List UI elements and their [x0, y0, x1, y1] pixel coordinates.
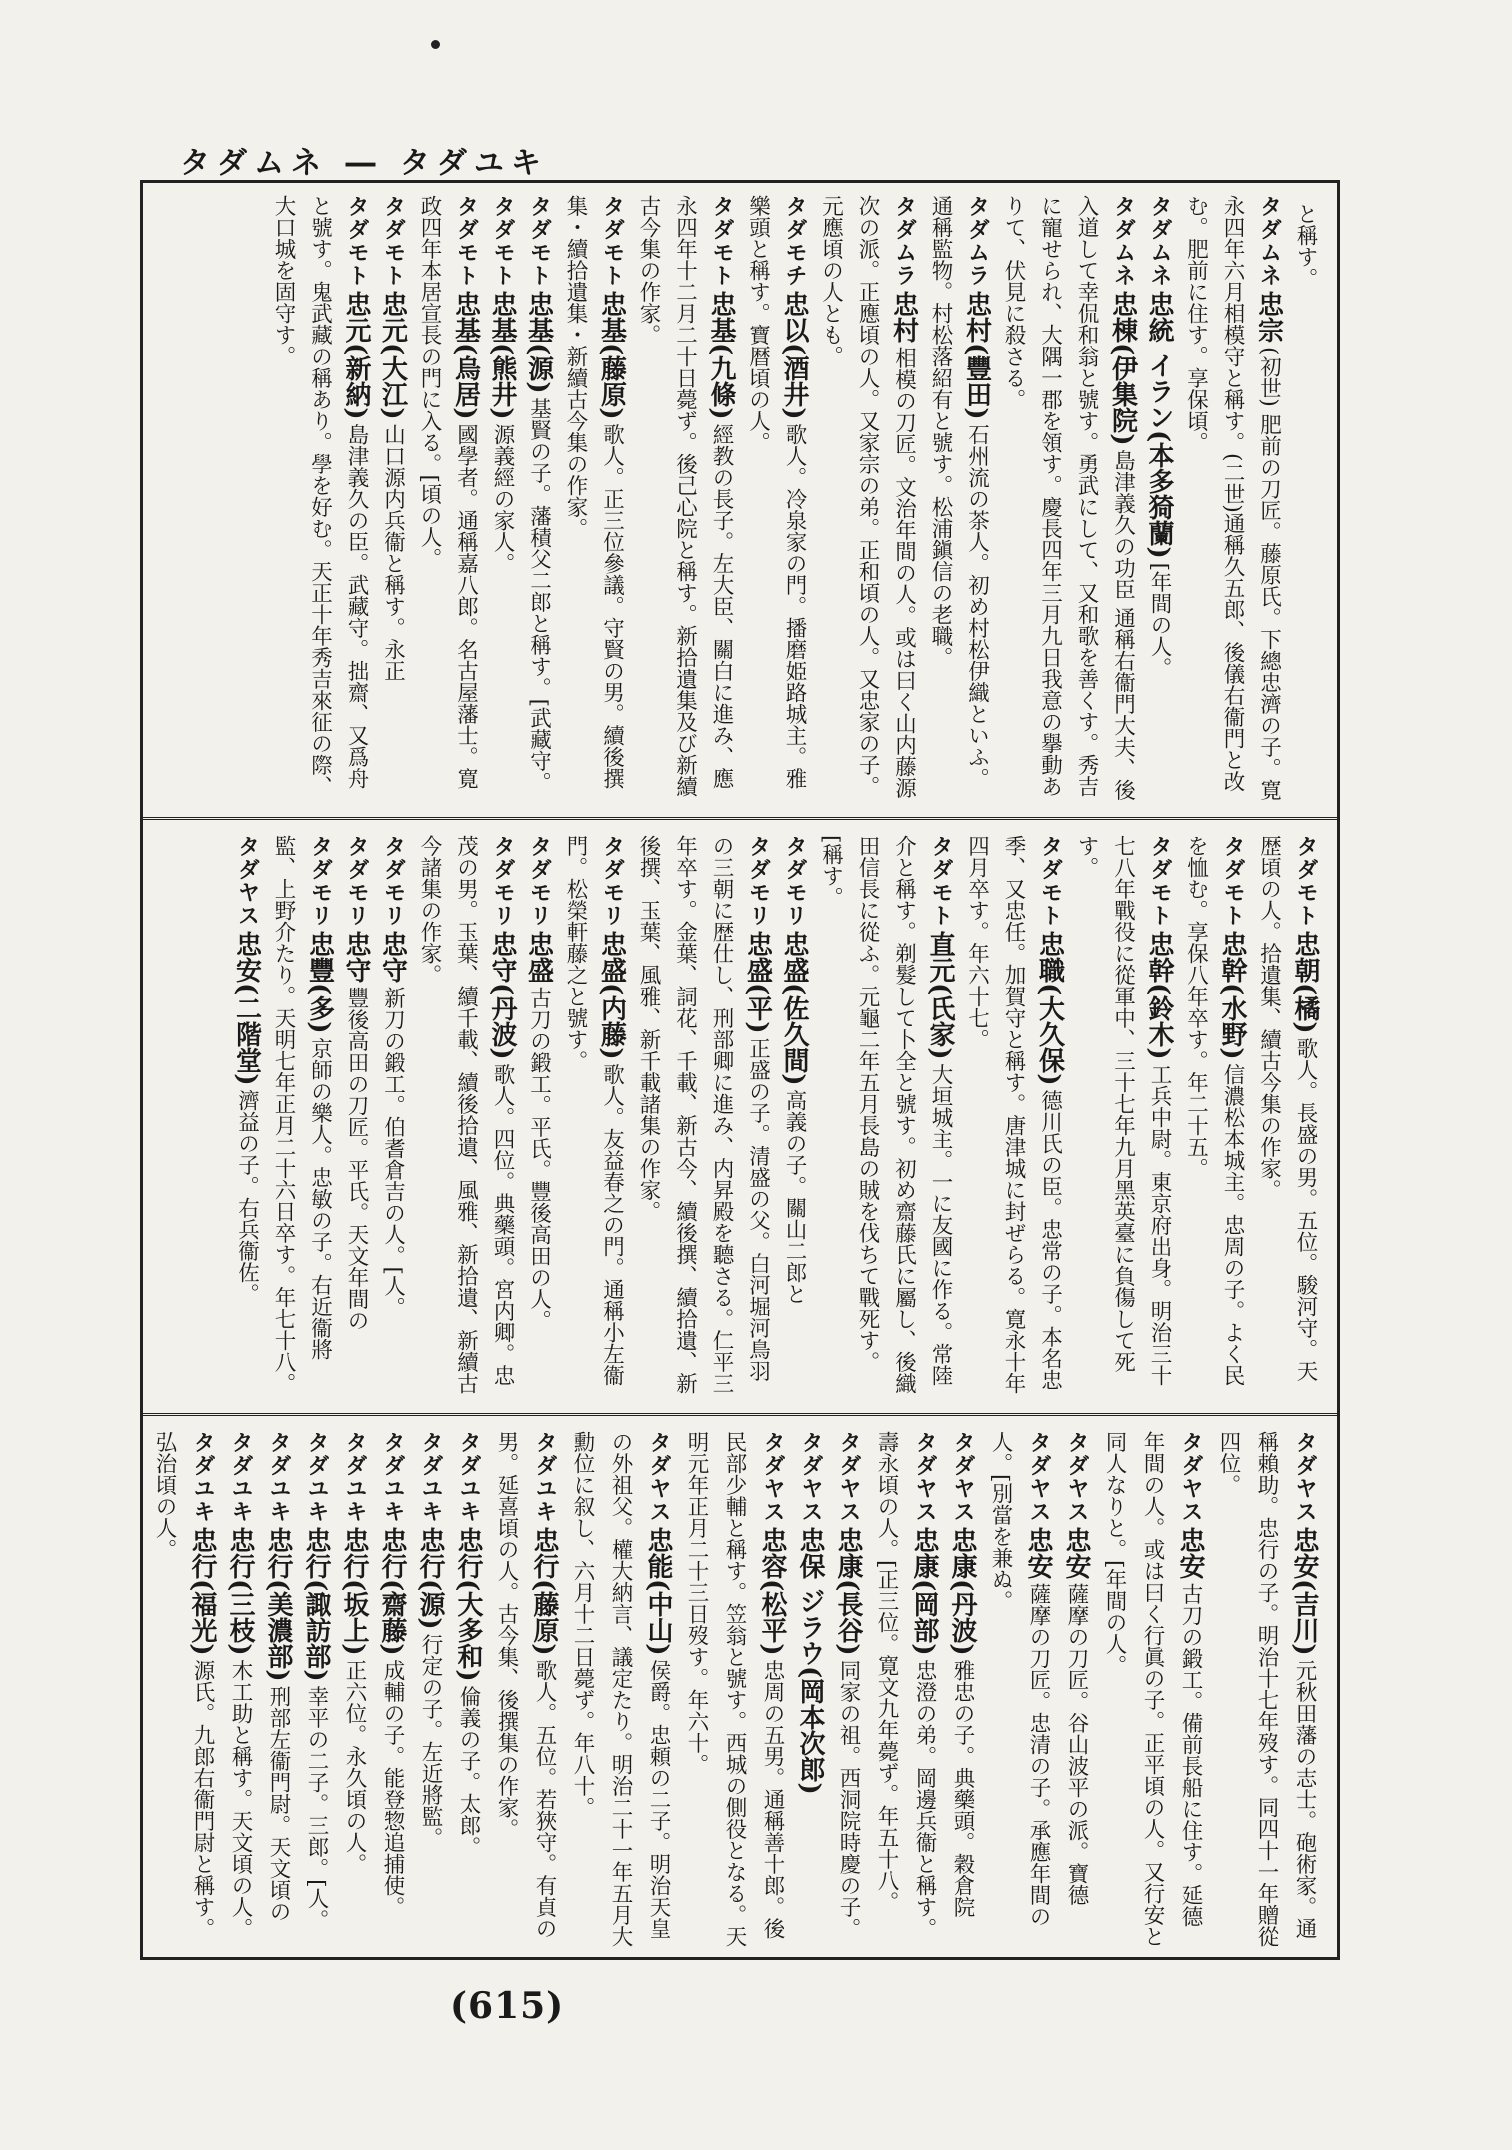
entry-name: 忠康(長谷) [833, 1527, 863, 1656]
entry-name: 忠行(美濃部) [263, 1527, 293, 1682]
entry-description: 京師の樂人。忠敏の子。右近衞將監、上野介たり。天明七年正月二十六日卒す。年七十八。 [271, 835, 333, 1394]
entry-name: 忠行(坂上) [339, 1527, 369, 1656]
entry-headword: タダムラ [891, 195, 917, 287]
entry-headword: タダモト [490, 195, 515, 287]
dictionary-entry [265, 195, 375, 805]
dictionary-entry [411, 835, 521, 1401]
entry-description: 工兵中尉。東京府出身。明治三十七八年戰役に從軍中、三十七年九月黑英臺に負傷して死す。 [1074, 835, 1172, 1387]
entry-description: 幸平の二子。三郎。[人。 [304, 1685, 329, 1931]
dictionary-entry [630, 835, 776, 1401]
entry-name: 忠基(熊井) [487, 291, 517, 420]
entry-description: 源義經の家人。 [490, 423, 515, 575]
entry-description: 正六位。永久頃の人。 [342, 1659, 367, 1875]
entry-description: 島津義久の功臣 通稱右衞門大夫、後入道して幸侃和翁と號す。勇武にして、又和歌を善くす。秀吉に寵せられ、大隅一郡を領す。慶長四年三月九日我意の擧動ありて、伏見に殺さる。 [1001, 195, 1136, 801]
dictionary-entry [520, 835, 557, 1401]
dictionary-entry [557, 835, 630, 1401]
entry-name: 忠宗 [1253, 291, 1284, 343]
entry-name: 忠基(藤原) [596, 291, 627, 420]
entry-description: 成輔の子。能登惣追捕使。 [380, 1659, 405, 1918]
entry-headword: タダヤス [760, 1431, 785, 1523]
entry-headword: タダユキ [342, 1431, 367, 1523]
entry-headword: タダユキ [380, 1431, 405, 1523]
entry-name: 忠基(九條) [706, 291, 736, 420]
entry-headword: タダモリ [307, 835, 333, 927]
dictionary-entry [520, 195, 557, 805]
entry-name: 忠統 イラン(本多猗蘭) [1144, 291, 1174, 559]
entry-name: 忠守 [341, 931, 371, 983]
dictionary-entry [411, 195, 484, 805]
entry-headword: タダモト [599, 195, 625, 287]
entry-description: 雅忠の子。典藥頭。穀倉院 [950, 1659, 975, 1918]
entry-description: 忠周の五男。通稱善十郎。後民部少輔と稱す。笠翁と號す。西城の側役となる。天明元年正月二十三日歿す。年六十。 [684, 1431, 785, 1947]
dictionary-entry [1177, 195, 1287, 805]
entry-description: 忠澄の弟。岡邊兵衞と稱す。壽永頃の人。[正三位。寛文九年薨ず。年五十八。 [874, 1431, 937, 1940]
entry-name: 忠基(烏居) [450, 291, 481, 420]
entry-headword: タダモリ [526, 835, 552, 927]
entry-name: 忠行(源) [415, 1527, 445, 1630]
entry-headword: タダヤス [1292, 1431, 1317, 1523]
ink-speck [431, 40, 440, 49]
dictionary-entry [1209, 1431, 1323, 1947]
entry-name: 忠康(丹波) [947, 1527, 977, 1656]
entry-name: 忠康(岡部) [909, 1527, 939, 1656]
entry-name: 忠安(吉川) [1289, 1527, 1319, 1656]
dictionary-entry [1250, 835, 1323, 1401]
entry-description: [年間の人。 [1147, 562, 1172, 679]
entry-description: (初世) 肥前の刀匠。藤原氏。下總忠濟の子。寛永四年六月相模守と稱す。(二世)通稱久五郎、後儀右衞門と改む。肥前に住す。享保頃。 [1183, 195, 1282, 801]
entry-headword: タダモト [1147, 835, 1172, 927]
entry-description: 薩摩の刀匠。谷山波平の派。寶德 [1064, 1583, 1089, 1906]
entry-description: 歌人。冷泉家の門。播磨姫路城主。雅樂頭と稱す。寶暦頃の人。 [745, 195, 807, 790]
dictionary-entry [812, 195, 922, 805]
dictionary-entry [449, 1431, 487, 1947]
entry-headword: タダモト [526, 195, 552, 287]
running-head: タダムネ ― タダユキ [180, 146, 548, 181]
entry-name: 忠以(酒井) [779, 291, 809, 420]
entry-headword: タダモリ [782, 835, 807, 927]
entry-headword: タダヤス [798, 1431, 823, 1523]
entry-description: 基賢の子。藩積父二郎と稱す。[武藏守。 [526, 397, 552, 793]
entry-headword: タダヤス [912, 1431, 937, 1523]
dictionary-entry [867, 1431, 943, 1947]
entry-headword: タダムネ [1256, 195, 1282, 287]
entry-name: 忠朝(橘) [1290, 931, 1320, 1034]
entry-name: 忠行(齋藤) [377, 1527, 407, 1656]
entry-name: 忠盛(内藤) [596, 931, 627, 1060]
dictionary-entry [1095, 1431, 1209, 1947]
entry-name: 直元(氏家) [925, 931, 955, 1060]
entry-name: 忠安 [1061, 1527, 1091, 1579]
dictionary-entry [922, 195, 995, 805]
dictionary-entry [338, 835, 375, 1401]
entry-name: 忠行(大多和) [453, 1527, 483, 1682]
entry-name: 忠村(豐田) [961, 291, 992, 420]
dictionary-entry [374, 835, 411, 1401]
entry-name: 忠容(松平) [757, 1527, 787, 1656]
entry-description: と稱す。 [1293, 203, 1318, 289]
dictionary-entry [374, 195, 411, 805]
entry-name: 忠行(藤原) [529, 1527, 559, 1656]
entry-headword: タダヤス [646, 1431, 671, 1523]
entry-description: 國學者。通稱嘉八郎。名古屋藩士。寛政四年本居宣長の門に入る。[頃の人。 [417, 195, 479, 790]
dictionary-entry [739, 195, 812, 805]
dictionary-entry [630, 195, 740, 805]
entry-description: 歌人。友益春之の門。通稱小左衞門。松榮軒藤之と號す。 [563, 835, 625, 1387]
dictionary-entry [335, 1431, 373, 1947]
page-number: (615) [450, 1985, 565, 2027]
entry-description: 古刀の鍛工。平氏。豐後高田の人。 [526, 987, 552, 1331]
entry-headword: タダユキ [532, 1431, 557, 1523]
entry-headword: タダモリ [745, 835, 771, 927]
dictionary-entry [677, 1431, 791, 1947]
entry-name: 忠元(大江) [377, 291, 408, 420]
entry-name: 忠守(丹波) [487, 931, 517, 1060]
entry-description: 刑部左衞門尉。天文頃の [266, 1685, 291, 1923]
dictionary-entry [265, 835, 338, 1401]
dictionary-entry [411, 1431, 449, 1947]
dictionary-entry [829, 1431, 867, 1947]
entry-headword: タダヤス [950, 1431, 975, 1523]
dictionary-entry [259, 1431, 297, 1947]
section-2 [143, 823, 1337, 1411]
entry-name: 忠安 [1023, 1527, 1053, 1579]
entry-name: 忠安 [1175, 1527, 1205, 1579]
entry-description: 同家の祖。西洞院時慶の子。 [836, 1659, 861, 1940]
dictionary-entry [812, 835, 958, 1401]
dictionary-entry [791, 1431, 829, 1947]
entry-headword: タダヤス [1026, 1431, 1051, 1523]
entry-headword: タダモリ [599, 835, 625, 927]
section-3 [143, 1419, 1337, 1957]
dictionary-entry [776, 835, 813, 1401]
section-divider [143, 1413, 1337, 1416]
section-3-columns [152, 1431, 1323, 1947]
entry-description: 倫義の子。太郎。 [456, 1685, 481, 1858]
entry-description: 德川氏の臣。忠常の子。本名忠季、又忠任。加賀守と稱す。唐津城に封ぜらる。寛永十年四月卒す。年六十七。 [964, 835, 1063, 1394]
entry-name: 忠保 ジラウ(岡本次郎) [795, 1527, 825, 1795]
entry-description: 木工助と稱す。天文頃の人。 [228, 1659, 253, 1940]
entry-description: 信濃松本城主。忠周の子。よく民を恤む。享保八年卒す。年二十五。 [1183, 835, 1245, 1387]
entry-description: 元秋田藩の志士。砲術家。通稱賴助。忠行の子。明治十七年歿す。同四十一年贈從四位。 [1216, 1431, 1317, 1947]
entry-headword: タダユキ [456, 1431, 481, 1523]
entry-name: 忠安(二階堂) [231, 931, 262, 1086]
section-divider [143, 817, 1337, 820]
entry-name: 忠盛(平) [742, 931, 773, 1034]
entry-headword: タダムネ [1110, 195, 1136, 287]
entry-description: 經教の長子。左大臣、關白に進み、應永四年十二月二十日薨ず。後己心院と稱す。新拾遺集及び新續古今集の作家。 [636, 195, 734, 797]
dictionary-entry [145, 1431, 221, 1947]
entry-description: 源氏。九郎右衞門尉と稱す。弘治頃の人。 [152, 1431, 215, 1940]
dictionary-entry [221, 1431, 259, 1947]
dictionary-entry [1177, 835, 1250, 1401]
dictionary-entry [943, 1431, 981, 1947]
entry-headword: タダユキ [190, 1431, 215, 1523]
entry-headword: タダユキ [418, 1431, 443, 1523]
entry-description: 大垣城主。一に友國に作る。常陸介と稱す。剃髮して卜全と號す。初め齋藤氏に屬し、後織田信長に從ふ。元龜二年五月長島の賊を伐ちて戰死す。[稱す。 [818, 835, 953, 1394]
entry-name: 忠幹(水野) [1217, 931, 1247, 1060]
entry-name: 忠職(大久保) [1034, 931, 1065, 1086]
entry-name: 忠元(新納) [341, 291, 371, 420]
dictionary-entry [995, 195, 1141, 805]
entry-name: 忠棟(伊集院) [1107, 291, 1138, 446]
dictionary-entry [1057, 1431, 1095, 1947]
entry-headword: タダモト [928, 835, 953, 927]
entry-headword: タダモト [1293, 835, 1318, 927]
section-2-columns [157, 835, 1323, 1401]
dictionary-entry [557, 195, 630, 805]
entry-headword: タダヤス [234, 835, 260, 927]
entry-name: 忠基(源) [523, 291, 554, 394]
entry-headword: タダモト [709, 195, 734, 287]
entry-headword: タダモト [1037, 835, 1063, 927]
entry-description: 薩摩の刀匠。忠清の子。承應年間の人。[別當を兼ぬ。 [988, 1431, 1051, 1927]
entry-description: 相模の刀匠。文治年間の人。或は曰く山内藤源次の派。正應頃の人。又家宗の弟。正和頃の人。又忠家の子。元應頃の人とも。 [818, 195, 917, 799]
entry-description: 山口源内兵衞と稱す。永正 [380, 423, 406, 682]
entry-description: 豐後高田の刀匠。平氏。天文年間の [344, 987, 369, 1331]
dictionary-entry [1287, 195, 1324, 805]
entry-name: 忠守 [377, 931, 408, 983]
entry-description: 高義の子。關山二郎と [782, 1089, 807, 1305]
entry-headword: タダムネ [1147, 195, 1172, 287]
section-1-columns [157, 195, 1323, 805]
dictionary-entry [297, 1431, 335, 1947]
dictionary-entry [981, 1431, 1057, 1947]
entry-headword: タダユキ [266, 1431, 291, 1523]
entry-name: 忠盛(佐久間) [779, 931, 809, 1086]
entry-headword: タダヤス [836, 1431, 861, 1523]
entry-headword: タダモト [453, 195, 479, 287]
entry-name: 忠幹(鈴木) [1144, 931, 1174, 1060]
entry-name: 忠盛 [523, 931, 554, 983]
entry-description: 石州流の茶人。初め村松伊織といふ。通稱監物。村松落紹有と號す。松浦鎭信の老職。 [928, 195, 990, 790]
entry-name: 忠行(福光) [187, 1527, 217, 1656]
entry-description: 古刀の鍛工。備前長船に住す。延德年間の人。或は曰く行眞の子。正平頃の人。又行安と同人なりと。[年間の人。 [1102, 1431, 1203, 1947]
entry-name: 忠行(諏訪部) [301, 1527, 331, 1682]
entry-description: 島津義久の臣。武藏守。拙齋、又爲舟と號す。鬼武藏の稱あり。學を好む。天正十年秀吉來征の際、大口城を固守す。 [271, 195, 369, 797]
entry-headword: タダモト [380, 195, 406, 287]
entry-description: 正盛の子。清盛の父。白河堀河鳥羽の三朝に歴仕し、刑部卿に進み、内昇殿を聽さる。仁平三年卒す。金葉、詞花、千載、新古今、續後撰、續拾遺、新後撰、玉葉、風雅、新千載諸集の作家。 [636, 835, 771, 1394]
entry-headword: タダモリ [344, 835, 369, 927]
entry-name: 忠豐(多) [304, 931, 335, 1034]
entry-description: 歌人。正三位參議。守賢の男。續後撰集・續拾遺集・新續古今集の作家。 [563, 195, 625, 790]
dictionary-entry [487, 1431, 563, 1947]
entry-headword: タダモト [1220, 835, 1245, 927]
entry-headword: タダモリ [490, 835, 515, 927]
dictionary-entry [228, 835, 265, 1401]
entry-headword: タダモチ [782, 195, 807, 287]
entry-description: 歌人。長盛の男。五位。駿河守。天歴頃の人。拾遺集、續古今集の作家。 [1256, 835, 1318, 1382]
entry-headword: タダユキ [228, 1431, 253, 1523]
entry-headword: タダムラ [964, 195, 990, 287]
page-frame [140, 180, 1340, 1960]
entry-name: 忠行(三枝) [225, 1527, 255, 1656]
dictionary-entry [563, 1431, 677, 1947]
dictionary-entry [373, 1431, 411, 1947]
entry-headword: タダモリ [380, 835, 406, 927]
entry-headword: タダユキ [304, 1431, 329, 1523]
entry-description: 新刀の鍛工。伯耆倉吉の人。[人。 [380, 987, 406, 1318]
section-1 [143, 183, 1337, 815]
dictionary-entry [958, 835, 1068, 1401]
entry-headword: タダモト [344, 195, 369, 287]
dictionary-entry [1141, 195, 1178, 805]
entry-name: 忠能(中山) [643, 1527, 673, 1656]
entry-description: 歌人。四位。典藥頭。宮内卿。忠茂の男。玉葉、續千載、續後拾遺、風雅、新拾遺、新續古今諸集の作家。 [417, 835, 515, 1394]
entry-description: 歌人。五位。若狹守。有貞の男。延喜頃の人。古今集、後撰集の作家。 [494, 1431, 557, 1940]
entry-description: 行定の子。左近將監。 [418, 1633, 443, 1849]
entry-description: 濟益の子。右兵衞佐。 [234, 1089, 260, 1305]
entry-description: 侯爵。忠頼の二子。明治天皇の外祖父。權大納言、議定たり。明治二十一年五月大勳位に叙し、六月十二日薨ず。年八十。 [570, 1431, 671, 1947]
entry-headword: タダヤス [1064, 1431, 1089, 1523]
entry-name: 忠村 [888, 291, 919, 343]
dictionary-entry [1068, 835, 1178, 1401]
dictionary-entry [484, 195, 521, 805]
entry-headword: タダヤス [1178, 1431, 1203, 1523]
